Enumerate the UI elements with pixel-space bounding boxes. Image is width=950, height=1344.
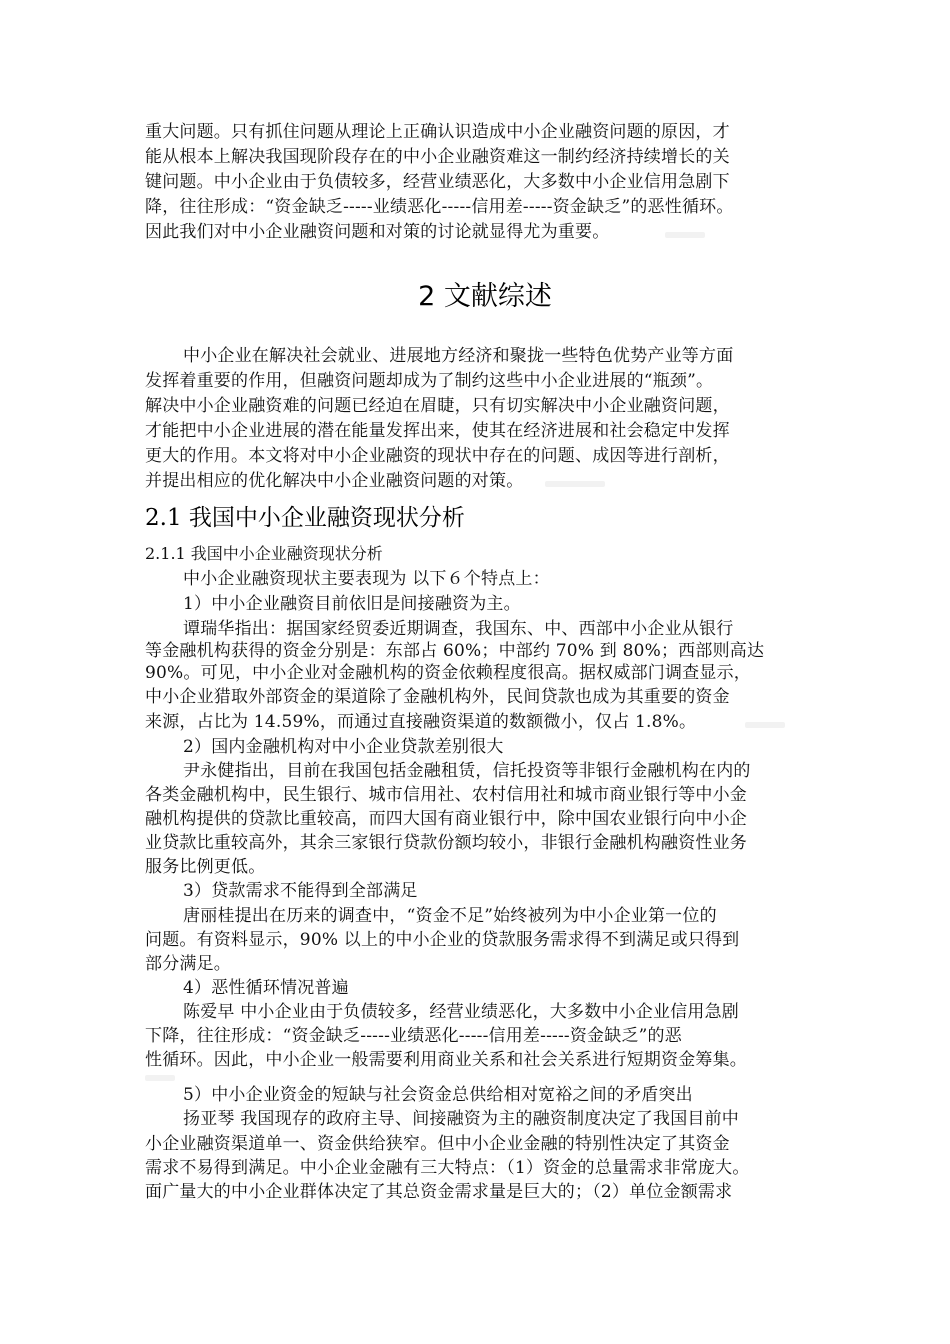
list-item-heading: 1）中小企业融资目前依旧是间接融资为主。 bbox=[183, 594, 521, 614]
body-line: 业贷款比重较高外，其余三家银行贷款份额均较小，非银行金融机构融资性业务 bbox=[145, 833, 747, 853]
body-line: 90%。可见，中小企业对金融机构的资金依赖程度很高。据权威部门调查显示， bbox=[145, 663, 751, 683]
faint-mark bbox=[745, 722, 785, 728]
section2-line: 解决中小企业融资难的问题已经迫在眉睫，只有切实解决中小企业融资问题， bbox=[145, 396, 730, 416]
body-line: 小企业融资渠道单一、资金供给狭窄。但中小企业金融的特别性决定了其资金 bbox=[145, 1134, 730, 1154]
section-heading-2-1: 2.1 我国中小企业融资现状分析 bbox=[145, 505, 465, 531]
section-heading-2-1-1: 2.1.1 我国中小企业融资现状分析 bbox=[145, 544, 383, 563]
body-line: 中小企业融资现状主要表现为 以下６个特点上： bbox=[183, 569, 550, 589]
list-item-heading: 3）贷款需求不能得到全部满足 bbox=[183, 881, 418, 901]
faint-mark bbox=[665, 232, 705, 238]
faint-mark bbox=[145, 1075, 175, 1081]
intro-line: 重大问题。只有抓住问题从理论上正确认识造成中小企业融资问题的原因，才 bbox=[145, 122, 730, 142]
intro-line: 能从根本上解决我国现阶段存在的中小企业融资难这一制约经济持续增长的关 bbox=[145, 147, 730, 167]
section2-line: 更大的作用。本文将对中小企业融资的现状中存在的问题、成因等进行剖析， bbox=[145, 446, 730, 466]
body-line: 服务比例更低。 bbox=[145, 857, 266, 877]
list-item-heading: 5）中小企业资金的短缺与社会资金总供给相对宽裕之间的矛盾突出 bbox=[183, 1085, 693, 1105]
body-line: 等金融机构获得的资金分别是：东部占 60%；中部约 70% 到 80%；西部则高达 bbox=[145, 641, 765, 661]
body-line: 性循环。因此，中小企业一般需要利用商业关系和社会关系进行短期资金筹集。 bbox=[145, 1050, 747, 1070]
faint-mark bbox=[545, 481, 605, 487]
intro-line: 键问题。中小企业由于负债较多，经营业绩恶化，大多数中小企业信用急剧下 bbox=[145, 172, 730, 192]
body-line: 尹永健指出，目前在我国包括金融租赁，信托投资等非银行金融机构在内的 bbox=[183, 761, 751, 781]
intro-line: 因此我们对中小企业融资问题和对策的讨论就显得尤为重要。 bbox=[145, 222, 610, 242]
body-line: 需求不易得到满足。中小企业金融有三大特点：（1）资金的总量需求非常庞大。 bbox=[145, 1158, 750, 1178]
section2-line: 发挥着重要的作用，但融资问题却成为了制约这些中小企业进展的“瓶颈”。 bbox=[145, 371, 714, 391]
section2-line: 才能把中小企业进展的潜在能量发挥出来，使其在经济进展和社会稳定中发挥 bbox=[145, 421, 730, 441]
body-line: 来源，占比为 14.59%，而通过直接融资渠道的数额微小，仅占 1.8%。 bbox=[145, 712, 697, 732]
body-line: 问题。有资料显示，90% 以上的中小企业的贷款服务需求得不到满足或只得到 bbox=[145, 930, 740, 950]
intro-line: 降，往往形成：“资金缺乏-----业绩恶化-----信用差-----资金缺乏”的恶性循环。 bbox=[145, 197, 734, 217]
list-item-heading: 2）国内金融机构对中小企业贷款差别很大 bbox=[183, 737, 504, 757]
section2-line: 中小企业在解决社会就业、进展地方经济和聚拢一些特色优势产业等方面 bbox=[183, 346, 734, 366]
list-item-heading: 4）恶性循环情况普遍 bbox=[183, 978, 349, 998]
body-line: 面广量大的中小企业群体决定了其总资金需求量是巨大的；（2）单位金额需求 bbox=[145, 1182, 733, 1202]
body-line: 部分满足。 bbox=[145, 954, 231, 974]
body-line: 各类金融机构中，民生银行、城市信用社、农村信用社和城市商业银行等中小金 bbox=[145, 785, 747, 805]
body-line: 下降，往往形成：“资金缺乏-----业绩恶化-----信用差-----资金缺乏”的恶 bbox=[145, 1026, 682, 1046]
section-heading-2: 2 文献综述 bbox=[418, 281, 552, 312]
section2-line: 并提出相应的优化解决中小企业融资问题的对策。 bbox=[145, 471, 524, 491]
body-line: 谭瑞华指出：据国家经贸委近期调查，我国东、中、西部中小企业从银行 bbox=[183, 619, 734, 639]
body-line: 扬亚琴 我国现存的政府主导、间接融资为主的融资制度决定了我国目前中 bbox=[183, 1109, 740, 1129]
body-line: 唐丽桂提出在历来的调查中，“资金不足”始终被列为中小企业第一位的 bbox=[183, 906, 717, 926]
body-line: 陈爱早 中小企业由于负债较多，经营业绩恶化，大多数中小企业信用急剧 bbox=[183, 1002, 740, 1022]
body-line: 融机构提供的贷款比重较高，而四大国有商业银行中，除中国农业银行向中小企 bbox=[145, 809, 747, 829]
body-line: 中小企业猎取外部资金的渠道除了金融机构外，民间贷款也成为其重要的资金 bbox=[145, 687, 730, 707]
